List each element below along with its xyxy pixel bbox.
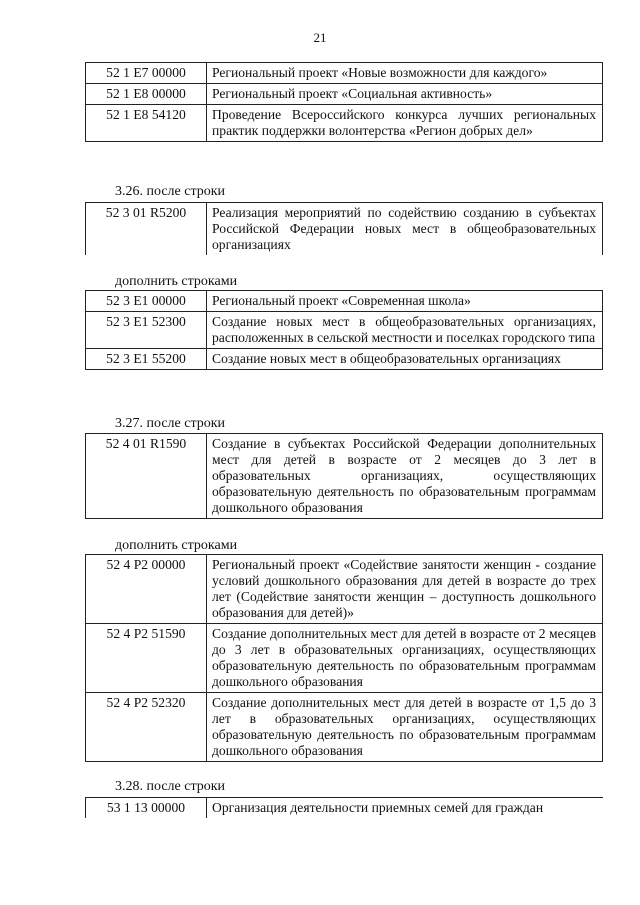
table-row bbox=[86, 203, 603, 256]
code-table-1 bbox=[85, 62, 603, 142]
budget-code: 52 1 E8 54120 bbox=[86, 105, 207, 142]
table-row bbox=[86, 291, 603, 312]
table-row bbox=[86, 312, 603, 349]
section-label-add-rows-1: дополнить строками bbox=[115, 274, 238, 289]
budget-code: 52 1 E8 00000 bbox=[86, 84, 207, 105]
budget-code: 52 3 E1 52300 bbox=[86, 312, 207, 349]
table-row bbox=[86, 624, 603, 693]
budget-code: 52 4 01 R1590 bbox=[86, 434, 207, 519]
section-label-add-rows-2: дополнить строками bbox=[115, 538, 238, 553]
section-label-3-26: 3.26. после строки bbox=[115, 184, 226, 199]
row-description: Создание дополнительных мест для детей в возрасте от 2 месяцев до 3 лет в образовательных организациях, осуществляющих образовательную деятельность по образовательным программам дошкольного образования bbox=[207, 624, 603, 693]
row-description: Региональный проект «Новые возможности для каждого» bbox=[207, 63, 603, 84]
row-description: Региональный проект «Содействие занятости женщин - создание условий дошкольного образования для детей в возрасте до трех лет (Содействие занятости женщин – доступность дошкольного образования для детей)» bbox=[207, 555, 603, 624]
code-table-5 bbox=[85, 554, 603, 762]
budget-code: 52 3 E1 55200 bbox=[86, 349, 207, 370]
row-description: Создание новых мест в общеобразовательных организациях, расположенных в сельской местности и поселках городского типа bbox=[207, 312, 603, 349]
row-description: Создание дополнительных мест для детей в возрасте от 1,5 до 3 лет в образовательных организациях, осуществляющих образовательную деятельность по образовательным программам дошкольного образования bbox=[207, 693, 603, 762]
row-description: Региональный проект «Социальная активность» bbox=[207, 84, 603, 105]
budget-code: 52 3 E1 00000 bbox=[86, 291, 207, 312]
table-row bbox=[86, 798, 604, 819]
table-row bbox=[86, 105, 603, 142]
table-row bbox=[86, 555, 603, 624]
budget-code: 52 4 P2 00000 bbox=[86, 555, 207, 624]
row-description: Региональный проект «Современная школа» bbox=[207, 291, 603, 312]
table-row bbox=[86, 349, 603, 370]
table-row bbox=[86, 693, 603, 762]
budget-code: 53 1 13 00000 bbox=[86, 798, 207, 819]
row-description: Создание новых мест в общеобразовательных организациях bbox=[207, 349, 603, 370]
row-description: Организация деятельности приемных семей для граждан bbox=[207, 798, 604, 819]
code-table-2 bbox=[85, 202, 603, 255]
page-number: 21 bbox=[313, 30, 327, 45]
row-description: Проведение Всероссийского конкурса лучших региональных практик поддержки волонтерства «Регион добрых дел» bbox=[207, 105, 603, 142]
table-row bbox=[86, 434, 603, 519]
section-label-3-28: 3.28. после строки bbox=[115, 779, 226, 794]
code-table-6 bbox=[85, 797, 603, 818]
table-row bbox=[86, 84, 603, 105]
budget-code: 52 4 P2 51590 bbox=[86, 624, 207, 693]
row-description: Создание в субъектах Российской Федерации дополнительных мест для детей в возрасте от 2 месяцев до 3 лет в образовательных организациях, осуществляющих образовательную деятельность по образовательным программам дошкольного образования bbox=[207, 434, 603, 519]
section-label-3-27: 3.27. после строки bbox=[115, 416, 226, 431]
code-table-3 bbox=[85, 290, 603, 370]
budget-code: 52 4 P2 52320 bbox=[86, 693, 207, 762]
row-description: Реализация мероприятий по содействию созданию в субъектах Российской Федерации новых мест в общеобразовательных организациях bbox=[207, 203, 603, 256]
table-row bbox=[86, 63, 603, 84]
budget-code: 52 1 E7 00000 bbox=[86, 63, 207, 84]
code-table-4 bbox=[85, 433, 603, 519]
budget-code: 52 3 01 R5200 bbox=[86, 203, 207, 256]
